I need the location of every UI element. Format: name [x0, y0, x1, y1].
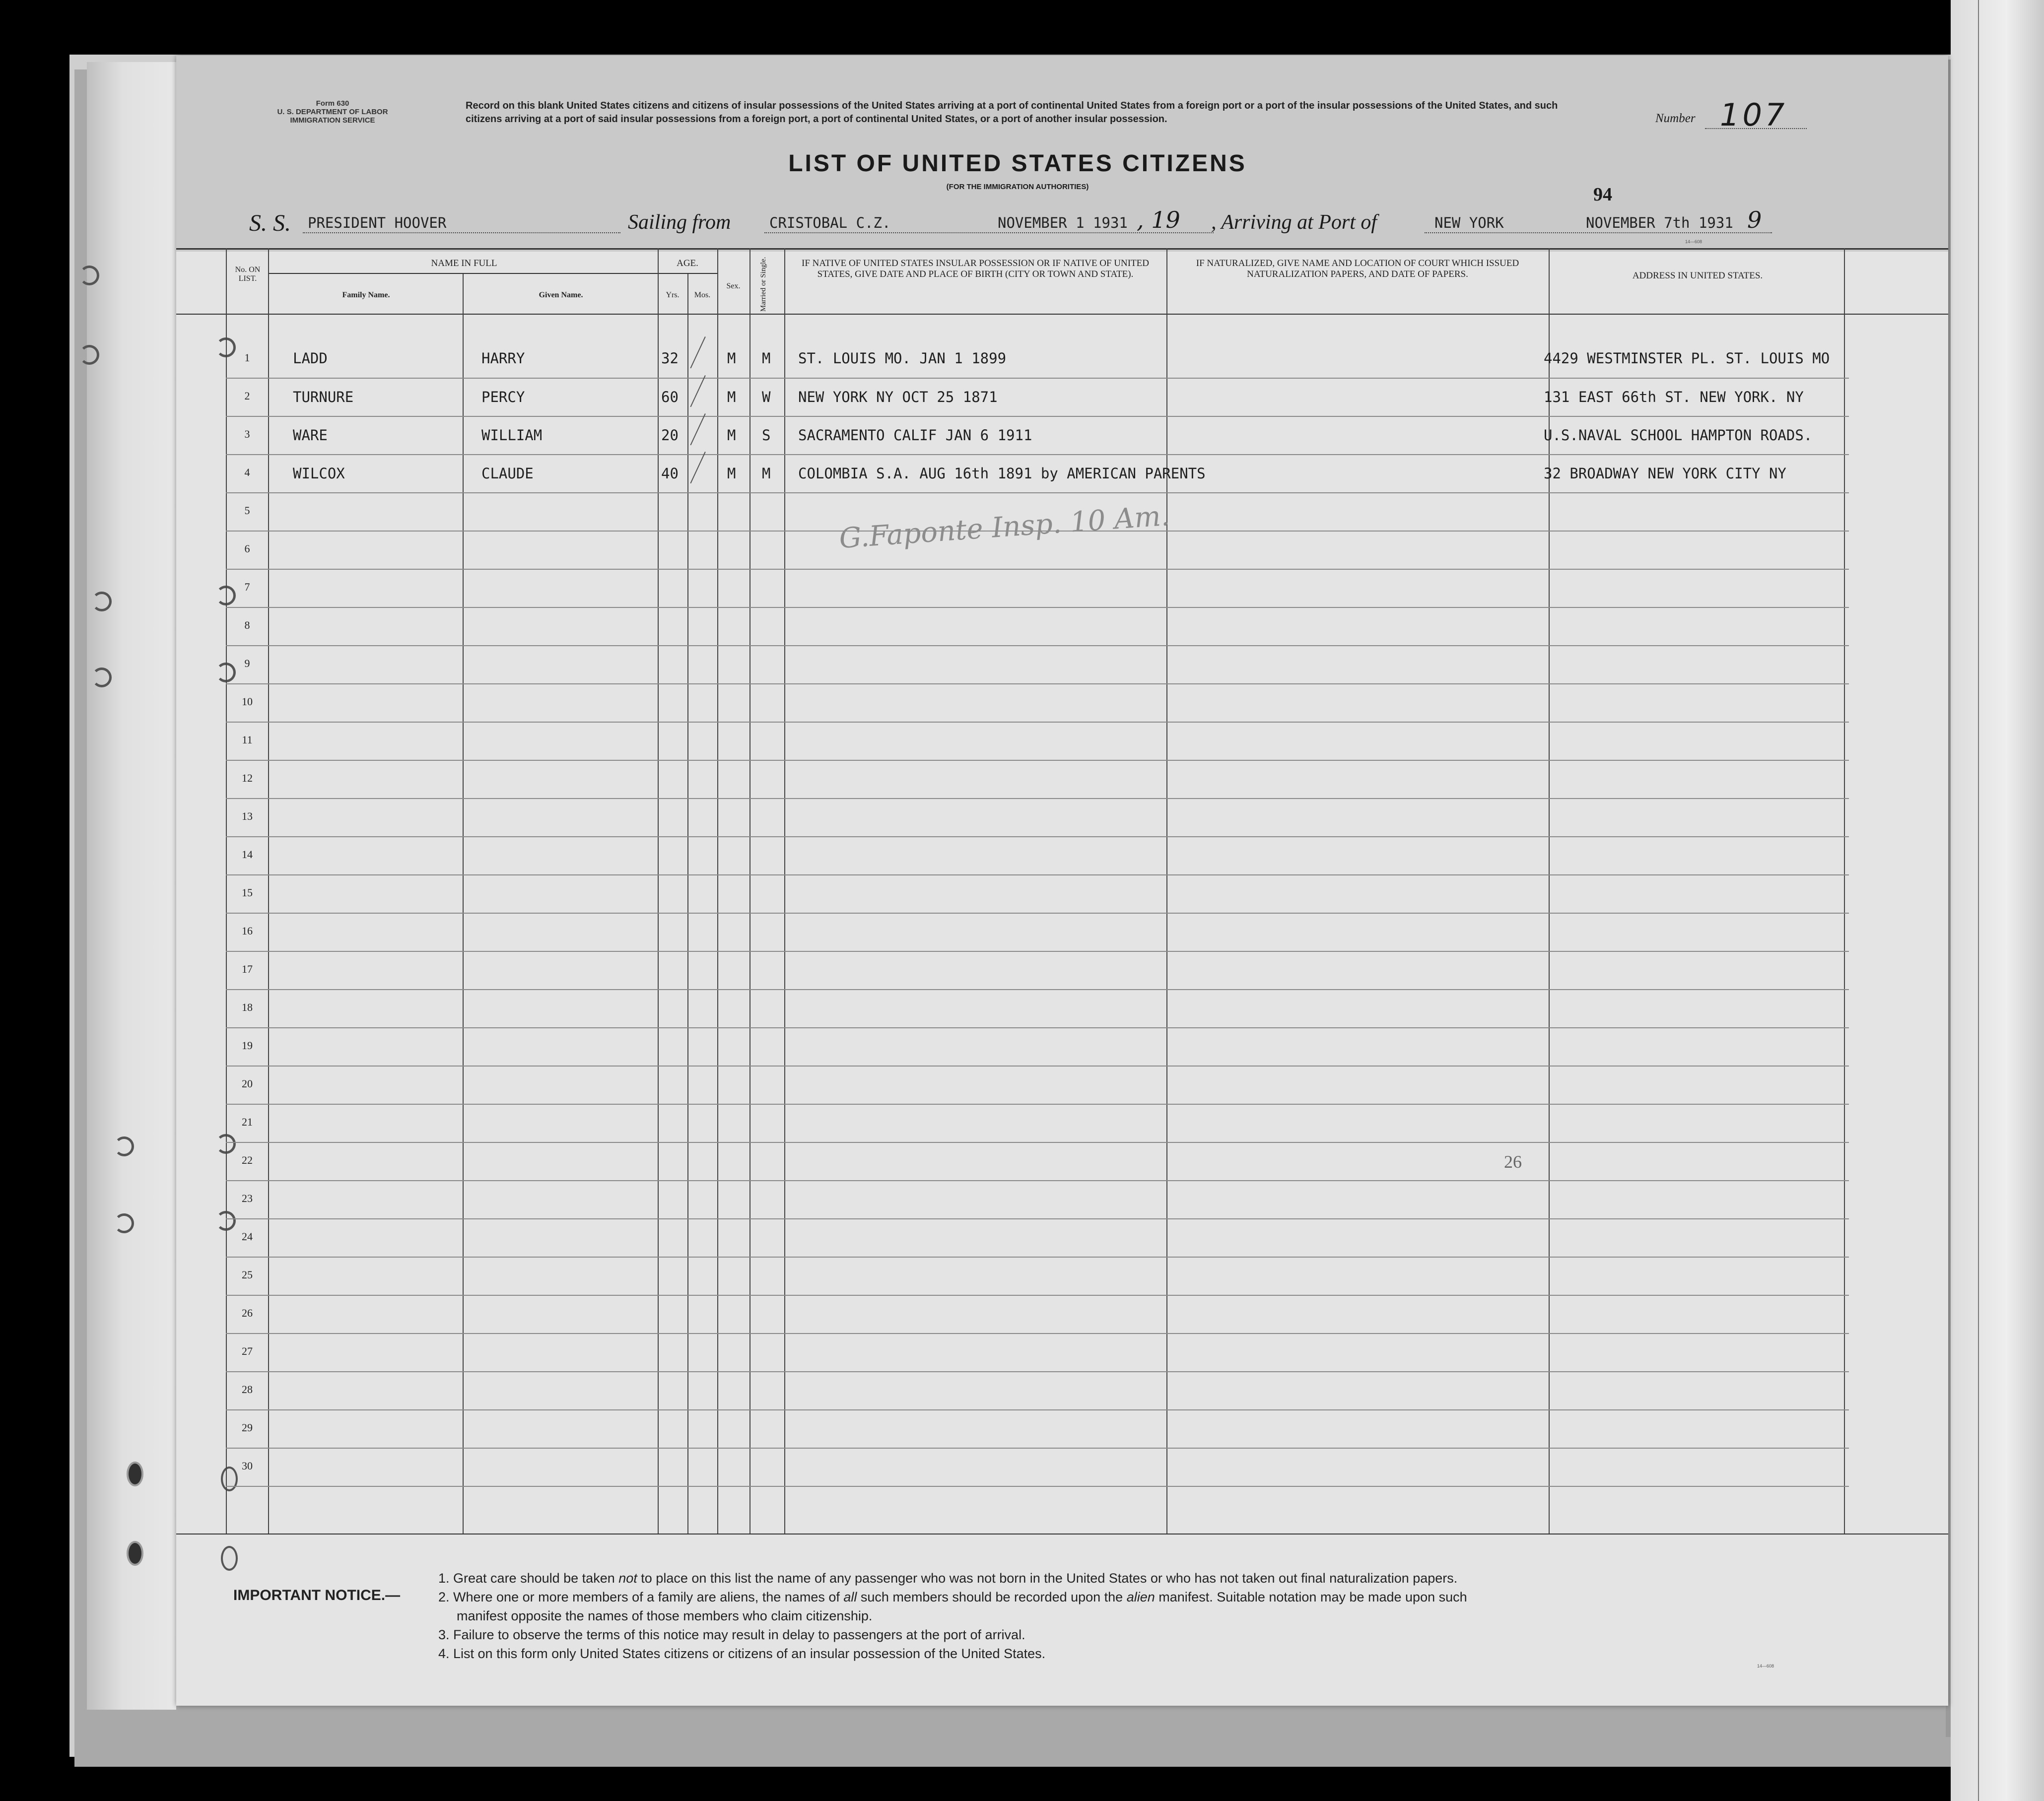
arrival-date: NOVEMBER 7th 1931: [1586, 214, 1733, 231]
row-rule: [226, 569, 1849, 570]
punch-hole-icon: [221, 1546, 238, 1571]
col-header-family: Family Name.: [342, 291, 390, 299]
arriving-port: NEW YORK: [1434, 214, 1504, 231]
row-number: 3: [244, 428, 250, 440]
sex: M: [727, 465, 736, 482]
family-name: WILCOX: [293, 465, 345, 482]
row-rule: [226, 454, 1849, 455]
row-rule: [226, 1409, 1849, 1410]
ss-label: S. S.: [249, 210, 291, 236]
birth-info: COLOMBIA S.A. AUG 16th 1891 by AMERICAN PARENTS: [798, 465, 1206, 482]
form-instructions: Record on this blank United States citizens and citizens of insular possessions of the United States arriving at a port of continental United States from a foreign port or a port of the insular possessions of the United States, and such citizens arriving at a port of said insular possessions from a foreign port, a port of continental United States, or a port of another insular possession.: [466, 100, 1558, 125]
row-number: 23: [242, 1192, 253, 1204]
family-name: LADD: [293, 350, 328, 367]
row-number: 11: [242, 734, 253, 746]
given-name: CLAUDE: [481, 465, 534, 482]
marital-status: M: [762, 465, 771, 482]
form-id: Form 630: [316, 99, 349, 108]
col-header-yrs: Yrs.: [666, 291, 680, 299]
row-number: 13: [242, 810, 253, 822]
binder-ring-icon: [79, 266, 99, 285]
row-rule: [226, 722, 1849, 723]
marital-status: M: [762, 350, 771, 367]
col-divider: [1844, 248, 1845, 1534]
col-divider: [717, 248, 718, 1534]
row-number: 14: [242, 848, 253, 861]
row-number: 28: [242, 1383, 253, 1396]
form-service: IMMIGRATION SERVICE: [290, 116, 375, 125]
row-number: 2: [244, 390, 250, 402]
row-rule: [226, 1142, 1849, 1143]
age-years: 60: [661, 389, 679, 405]
manifest-sheet: [176, 56, 1948, 1706]
row-rule: [226, 874, 1849, 875]
us-address: 32 BROADWAY NEW YORK CITY NY: [1544, 465, 1786, 482]
sailing-year: , 19: [1137, 206, 1180, 233]
printer-mark: 14—608: [1685, 239, 1703, 244]
sex: M: [727, 427, 736, 444]
row-number: 7: [244, 581, 250, 593]
row-number: 29: [242, 1421, 253, 1434]
row-rule: [226, 607, 1849, 608]
punch-hole-icon: [127, 1462, 143, 1486]
us-address: 131 EAST 66th ST. NEW YORK. NY: [1544, 389, 1804, 405]
row-rule: [226, 1295, 1849, 1296]
col-header-birth: IF NATIVE OF UNITED STATES INSULAR POSSESSION OR IF NATIVE OF UNITED STATES, GIVE DATE AND PLACE OF BIRTH (CITY OR TOWN AND STATE).: [802, 258, 1149, 279]
sailing-dotted-line: [764, 232, 1214, 233]
row-number: 8: [244, 619, 250, 631]
sailing-from-port: CRISTOBAL C.Z.: [769, 214, 891, 231]
row-rule: [226, 760, 1849, 761]
row-number: 30: [242, 1460, 253, 1472]
row-rule: [226, 378, 1849, 379]
col-header-address: ADDRESS IN UNITED STATES.: [1632, 270, 1763, 281]
row-number: 18: [242, 1001, 253, 1013]
birth-info: SACRAMENTO CALIF JAN 6 1911: [798, 427, 1032, 444]
row-rule: [226, 1257, 1849, 1258]
arriving-label: , Arriving at Port of: [1211, 211, 1377, 234]
row-rule: [226, 1180, 1849, 1181]
sex: M: [727, 389, 736, 405]
birth-info: NEW YORK NY OCT 25 1871: [798, 389, 998, 405]
family-name: WARE: [293, 427, 328, 444]
page-title: LIST OF UNITED STATES CITIZENS: [788, 150, 1247, 177]
row-number: 22: [242, 1154, 253, 1166]
family-name: TURNURE: [293, 389, 354, 405]
row-rule: [226, 416, 1849, 417]
sailing-date: NOVEMBER 1 1931: [998, 214, 1128, 231]
binder-ring-icon: [79, 345, 99, 365]
binder-ring-icon: [92, 667, 112, 687]
col-divider: [658, 248, 659, 1534]
adjacent-page-edge: [1978, 0, 1979, 1801]
col-header-name: NAME IN FULL: [431, 258, 497, 268]
form-dept: U. S. DEPARTMENT OF LABOR: [277, 108, 388, 116]
arrival-dotted-line: [1425, 232, 1772, 233]
col-divider: [1166, 248, 1167, 1534]
row-number: 27: [242, 1345, 253, 1357]
page-number: 94: [1593, 184, 1612, 205]
row-rule: [226, 645, 1849, 646]
row-number: 24: [242, 1230, 253, 1243]
row-rule: [226, 989, 1849, 990]
given-name: HARRY: [481, 350, 525, 367]
col-header-married: Married or Single.: [759, 257, 767, 312]
row-rule: [226, 1066, 1849, 1067]
binder-ring-icon: [114, 1136, 134, 1156]
notice-item-2-cont: manifest opposite the names of those members who claim citizenship.: [457, 1608, 873, 1623]
row-number: 26: [242, 1307, 253, 1319]
col-divider: [784, 248, 785, 1534]
row-number: 17: [242, 963, 253, 975]
form-id-block: [258, 99, 407, 125]
given-name: WILLIAM: [481, 427, 543, 444]
notice-item-2: 2. Where one or more members of a family are aliens, the names of all such members should be recorded upon the alien manifest. Suitable notation may be made upon such: [438, 1590, 1467, 1604]
us-address: U.S.NAVAL SCHOOL HAMPTON ROADS.: [1544, 427, 1813, 444]
row-number: 16: [242, 925, 253, 937]
number-value: 107: [1720, 97, 1788, 133]
sex: M: [727, 350, 736, 367]
table-top-border: [176, 248, 1948, 250]
marital-status: W: [762, 389, 771, 405]
row-number: 25: [242, 1268, 253, 1281]
arrival-year-digit: 9: [1747, 206, 1762, 233]
row-number: 12: [242, 772, 253, 784]
notice-item-1: 1. Great care should be taken not to place on this list the name of any passenger who was not born in the United States or who has not taken out final naturalization papers.: [438, 1571, 1458, 1586]
col-divider: [749, 248, 750, 1534]
row-rule: [226, 492, 1849, 493]
row-rule: [226, 1027, 1849, 1028]
row-number: 21: [242, 1116, 253, 1128]
col-header-naturalized: IF NATURALIZED, GIVE NAME AND LOCATION OF COURT WHICH ISSUED NATURALIZATION PAPERS, AND DATE OF PAPERS.: [1196, 258, 1519, 279]
col-divider: [268, 248, 269, 1534]
sailing-from-label: Sailing from: [628, 211, 731, 234]
number-dotted-line: [1705, 128, 1807, 129]
row-number: 6: [244, 542, 250, 555]
row-number: 20: [242, 1077, 253, 1090]
row-rule: [226, 1486, 1849, 1487]
col-divider: [463, 274, 464, 1534]
age-years: 40: [661, 465, 679, 482]
page-subtitle: (FOR THE IMMIGRATION AUTHORITIES): [946, 183, 1089, 191]
row-rule: [226, 1448, 1849, 1449]
ship-dotted-line: [303, 232, 620, 233]
binder-ring-icon: [92, 592, 112, 611]
given-name: PERCY: [481, 389, 525, 405]
marital-status: S: [762, 427, 771, 444]
row-rule: [226, 1104, 1849, 1105]
punch-hole-icon: [127, 1541, 143, 1566]
notice-item-3: 3. Failure to observe the terms of this notice may result in delay to passengers at the port of arrival.: [438, 1627, 1025, 1642]
inspector-signature: G.Faponte Insp. 10 Am.: [838, 499, 1171, 555]
age-years: 20: [661, 427, 679, 444]
row-rule: [226, 913, 1849, 914]
row-number: 9: [244, 657, 250, 669]
col-header-sex: Sex.: [726, 282, 741, 290]
row-rule: [226, 836, 1849, 837]
col-header-given: Given Name.: [539, 291, 583, 299]
row-rule: [226, 1218, 1849, 1219]
age-years: 32: [661, 350, 679, 367]
row-number: 4: [244, 466, 250, 478]
col-header-mos: Mos.: [694, 291, 711, 299]
ship-name: PRESIDENT HOOVER: [308, 214, 447, 231]
row-rule: [226, 1371, 1849, 1372]
footer-printer-mark: 14—608: [1757, 1664, 1774, 1668]
row-number: 19: [242, 1039, 253, 1052]
col-divider: [226, 248, 227, 1534]
notice-item-4: 4. List on this form only United States citizens or citizens of an insular possession of the United States.: [438, 1646, 1046, 1661]
row-rule: [226, 798, 1849, 799]
notice-heading: IMPORTANT NOTICE.—: [233, 1587, 401, 1603]
row-number: 1: [244, 351, 250, 364]
row-number: 10: [242, 695, 253, 708]
us-address: 4429 WESTMINSTER PL. ST. LOUIS MO: [1544, 350, 1830, 367]
number-label: Number: [1655, 112, 1696, 125]
stray-number: 26: [1504, 1152, 1522, 1172]
punch-hole-icon: [221, 1467, 238, 1491]
row-number: 5: [244, 504, 250, 517]
row-number: 15: [242, 886, 253, 899]
birth-info: ST. LOUIS MO. JAN 1 1899: [798, 350, 1007, 367]
row-rule: [226, 1333, 1849, 1334]
header-bottom-border: [176, 314, 1948, 315]
row-rule: [226, 951, 1849, 952]
col-header-age: AGE.: [677, 258, 698, 268]
row-rule: [226, 683, 1849, 684]
binder-ring-icon: [114, 1213, 134, 1233]
col-divider: [687, 274, 688, 1534]
col-header-no: No. ON LIST.: [235, 266, 261, 283]
adjacent-page: [1951, 0, 2044, 1801]
